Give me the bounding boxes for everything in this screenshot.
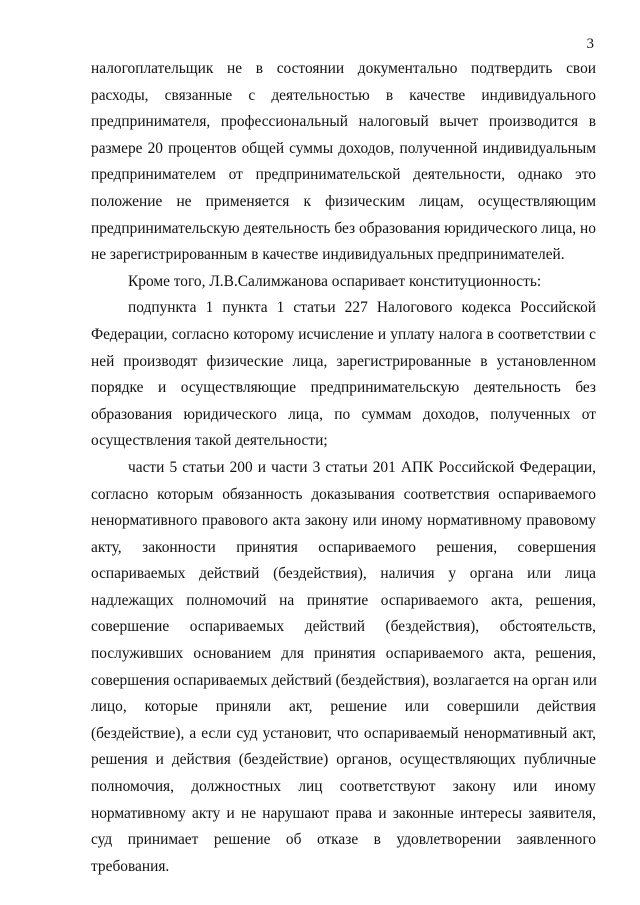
- text-line: акту, законности принятия оспариваемого решения, совершения: [91, 538, 596, 556]
- text-line: расходы, связанные с деятельностью в качестве индивидуального: [91, 86, 596, 104]
- text-line: полномочия, должностных лиц соответствуют закону или иному: [91, 778, 596, 796]
- text-line: предпринимателем от предпринимательской деятельности, однако это: [91, 166, 596, 184]
- text-line: (бездействие), а если суд установит, что оспариваемый ненормативный акт,: [91, 724, 596, 742]
- text-line: Федерации, согласно которому исчисление и уплату налога в соответствии с: [91, 325, 596, 343]
- text-line: решения и действия (бездействие) органов, осуществляющих публичные: [91, 751, 596, 769]
- paragraph: [91, 56, 596, 269]
- text-line: ненормативного правового акта закону или иному нормативному правовому: [91, 512, 596, 530]
- text-line: суд принимает решение об отказе в удовлетворении заявленного: [91, 831, 596, 849]
- text-line: оспариваемых действий (бездействия), наличия у органа или лица: [91, 565, 596, 583]
- text-line: нормативному акту и не нарушают права и законные интересы заявителя,: [91, 804, 596, 822]
- text-line: осуществления такой деятельности;: [91, 432, 328, 450]
- text-line: предпринимателя, профессиональный налоговый вычет производится в: [91, 113, 596, 131]
- text-line: лицо, которые приняли акт, решение или совершили действия: [91, 698, 596, 716]
- page-number: 3: [586, 36, 594, 52]
- text-line: ней производят физические лица, зарегистрированные в установленном: [91, 352, 596, 370]
- text-line: порядке и осуществляющие предпринимательскую деятельность без: [91, 379, 596, 397]
- text-line: подпункта 1 пункта 1 статьи 227 Налогового кодекса Российской: [128, 299, 596, 317]
- text-line: не зарегистрированным в качестве индивидуальных предпринимателей.: [91, 246, 565, 264]
- text-line: надлежащих полномочий на принятие оспариваемого акта, решения,: [91, 591, 596, 609]
- paragraph: [91, 269, 596, 296]
- body-text: [91, 56, 596, 880]
- text-line: предпринимательскую деятельность без образования юридического лица, но: [91, 219, 596, 237]
- text-line: совершения оспариваемых действий (бездействия), возлагается на орган или: [91, 671, 597, 689]
- text-line: образования юридического лица, по суммам доходов, полученных от: [91, 405, 596, 423]
- paragraph: [91, 455, 596, 881]
- text-line: налогоплательщик не в состоянии документально подтвердить свои: [91, 60, 596, 77]
- text-line: размере 20 процентов общей суммы доходов, полученной индивидуальным: [91, 139, 596, 157]
- text-line: согласно которым обязанность доказывания соответствия оспариваемого: [91, 485, 596, 503]
- paragraph: [91, 295, 596, 455]
- text-line: послуживших основанием для принятия оспариваемого акта, решения,: [91, 645, 596, 663]
- text-line: части 5 статьи 200 и части 3 статьи 201 АПК Российской Федерации,: [128, 458, 596, 476]
- text-line: требования.: [91, 857, 170, 875]
- text-line: совершение оспариваемых действий (бездействия), обстоятельств,: [91, 618, 596, 636]
- text-line: Кроме того, Л.В.Салимжанова оспаривает конституционность:: [128, 272, 542, 290]
- text-line: положение не применяется к физическим лицам, осуществляющим: [91, 192, 596, 210]
